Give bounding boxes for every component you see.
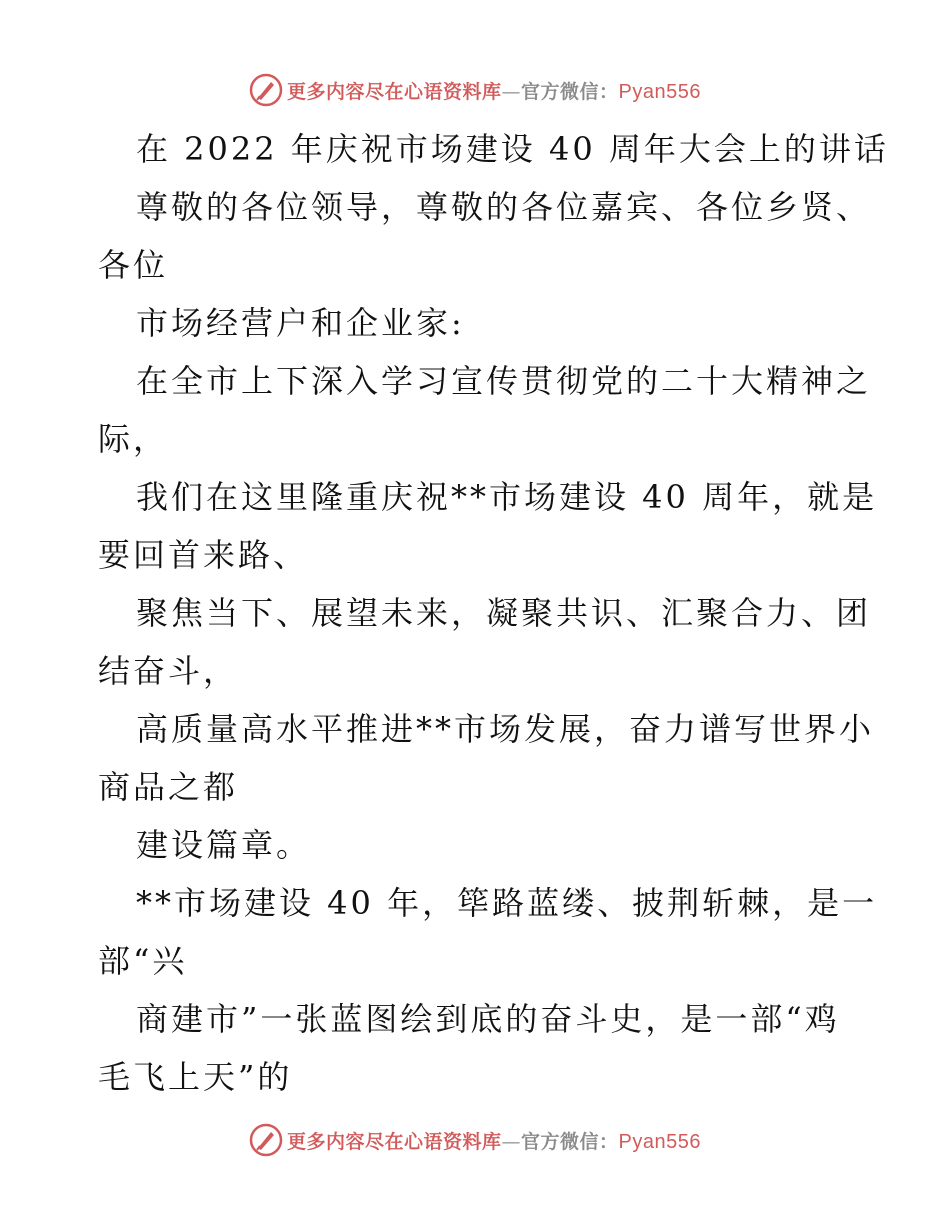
paragraph-line: 在全市上下深入学习宣传贯彻党的二十大精神之 (136, 362, 872, 400)
paragraph-line: 高质量高水平推进**市场发展，奋力谱写世界小 (136, 710, 875, 748)
paragraph-line: 要回首来路、 (98, 536, 309, 574)
footer-text (287, 1127, 701, 1154)
header-wechat-label: 官方微信： (521, 80, 619, 103)
header-main-text: 更多内容尽在心语资料库 (287, 80, 502, 103)
paragraph-line: **市场建设 40 年，筚路蓝缕、披荆斩棘，是一 (136, 884, 878, 922)
header-separator: — (501, 80, 522, 103)
paragraph-line: 建设篇章。 (136, 826, 312, 864)
paragraph-line: 商建市”一张蓝图绘到底的奋斗史，是一部“鸡 (136, 1000, 840, 1038)
document-title: 在 2022 年庆祝市场建设 40 周年大会上的讲话 (136, 130, 889, 168)
header-wechat-id: Pyan556 (618, 80, 701, 103)
header-banner (0, 70, 950, 110)
paragraph-line: 尊敬的各位领导，尊敬的各位嘉宾、各位乡贤、 (136, 188, 872, 226)
footer-wechat-id: Pyan556 (618, 1130, 701, 1153)
document-body (98, 120, 889, 1106)
quill-logo-icon (249, 73, 283, 107)
paragraph-line: 毛飞上天”的 (98, 1058, 293, 1096)
footer-separator: — (501, 1130, 522, 1153)
paragraph-line: 聚焦当下、展望未来，凝聚共识、汇聚合力、团 (136, 594, 872, 632)
footer-banner (0, 1120, 950, 1160)
header-text (287, 77, 701, 104)
paragraph-line: 结奋斗， (98, 652, 239, 690)
footer-main-text: 更多内容尽在心语资料库 (287, 1130, 502, 1153)
paragraph-line: 部“兴 (98, 942, 188, 980)
paragraph-line: 际， (98, 420, 169, 458)
paragraph-line: 各位 (98, 246, 169, 284)
paragraph-line: 我们在这里隆重庆祝**市场建设 40 周年，就是 (136, 478, 878, 516)
paragraph-line: 市场经营户和企业家: (136, 304, 465, 342)
footer-wechat-label: 官方微信： (521, 1130, 619, 1153)
quill-logo-icon (249, 1123, 283, 1157)
paragraph-line: 商品之都 (98, 768, 239, 806)
